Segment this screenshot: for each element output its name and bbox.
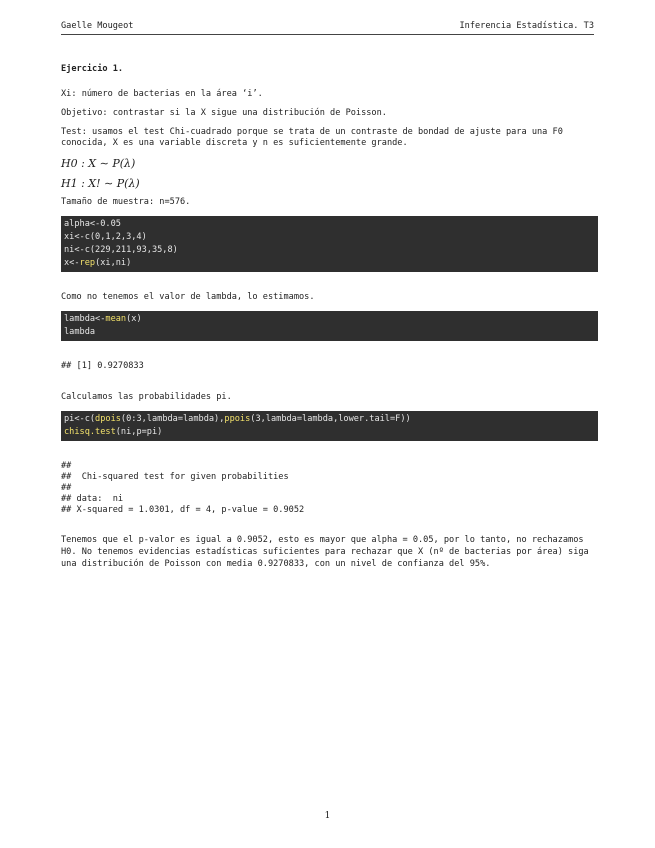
null-hypothesis: H0 : X ∼ P(λ)	[61, 157, 136, 170]
conclusion-text: Tenemos que el p-valor es igual a 0.9052, esto es mayor que alpha = 0.05, por lo tanto, no rechazamos H0. No tenemos evidencias estadísticas suficientes para rechazar que X (nº de bacterias por área) siga una distribución de Poisson con media 0.9270833, con un nivel de confianza del 95%.	[61, 535, 589, 569]
page-header	[61, 20, 594, 35]
output-line: ## data: ni	[61, 494, 124, 504]
lambda-output: ## [1] 0.9270833	[61, 361, 144, 371]
output-line: ## Chi-squared test for given probabilities	[61, 472, 289, 482]
code-line: pi<-c(dpois(0:3,lambda=lambda),ppois(3,lambda=lambda,lower.tail=F))	[64, 414, 411, 424]
code-block-data	[61, 216, 598, 272]
alternative-hypothesis: H1 : X! ∼ P(λ)	[61, 177, 140, 190]
test-description: Test: usamos el test Chi-cuadrado porque se trata de un contraste de bondad de ajuste para una F0 conocida, X es una variable discreta y n es suficientemente grande.	[61, 127, 563, 148]
output-line: ## X-squared = 1.0301, df = 4, p-value = 0.9052	[61, 505, 305, 515]
code-line: x<-rep(xi,ni)	[64, 258, 132, 268]
code-block-chisq	[61, 411, 598, 441]
code-line: xi<-c(0,1,2,3,4)	[64, 232, 147, 242]
lambda-text: Como no tenemos el valor de lambda, lo estimamos.	[61, 292, 315, 302]
document-body	[61, 64, 598, 578]
exercise-title: Ejercicio 1.	[61, 64, 124, 74]
code-line: lambda<-mean(x)	[64, 314, 142, 324]
probabilities-text: Calculamos las probabilidades pi.	[61, 392, 232, 402]
course-title: Inferencia Estadística. T3	[459, 21, 594, 31]
page-number: 1	[324, 811, 331, 821]
output-line: ##	[61, 483, 72, 493]
code-line: alpha<-0.05	[64, 219, 121, 229]
code-line: ni<-c(229,211,93,35,8)	[64, 245, 178, 255]
variable-definition: Xi: número de bacterias en la área ‘i’.	[61, 89, 263, 99]
output-line: ##	[61, 461, 72, 471]
sample-size-text: Tamaño de muestra: n=576.	[61, 197, 191, 207]
chisq-output	[61, 461, 598, 516]
code-line: lambda	[64, 327, 96, 337]
author-name: Gaelle Mougeot	[61, 21, 134, 31]
objective-text: Objetivo: contrastar si la X sigue una distribución de Poisson.	[61, 108, 387, 118]
code-line: chisq.test(ni,p=pi)	[64, 427, 163, 437]
code-block-lambda	[61, 311, 598, 341]
